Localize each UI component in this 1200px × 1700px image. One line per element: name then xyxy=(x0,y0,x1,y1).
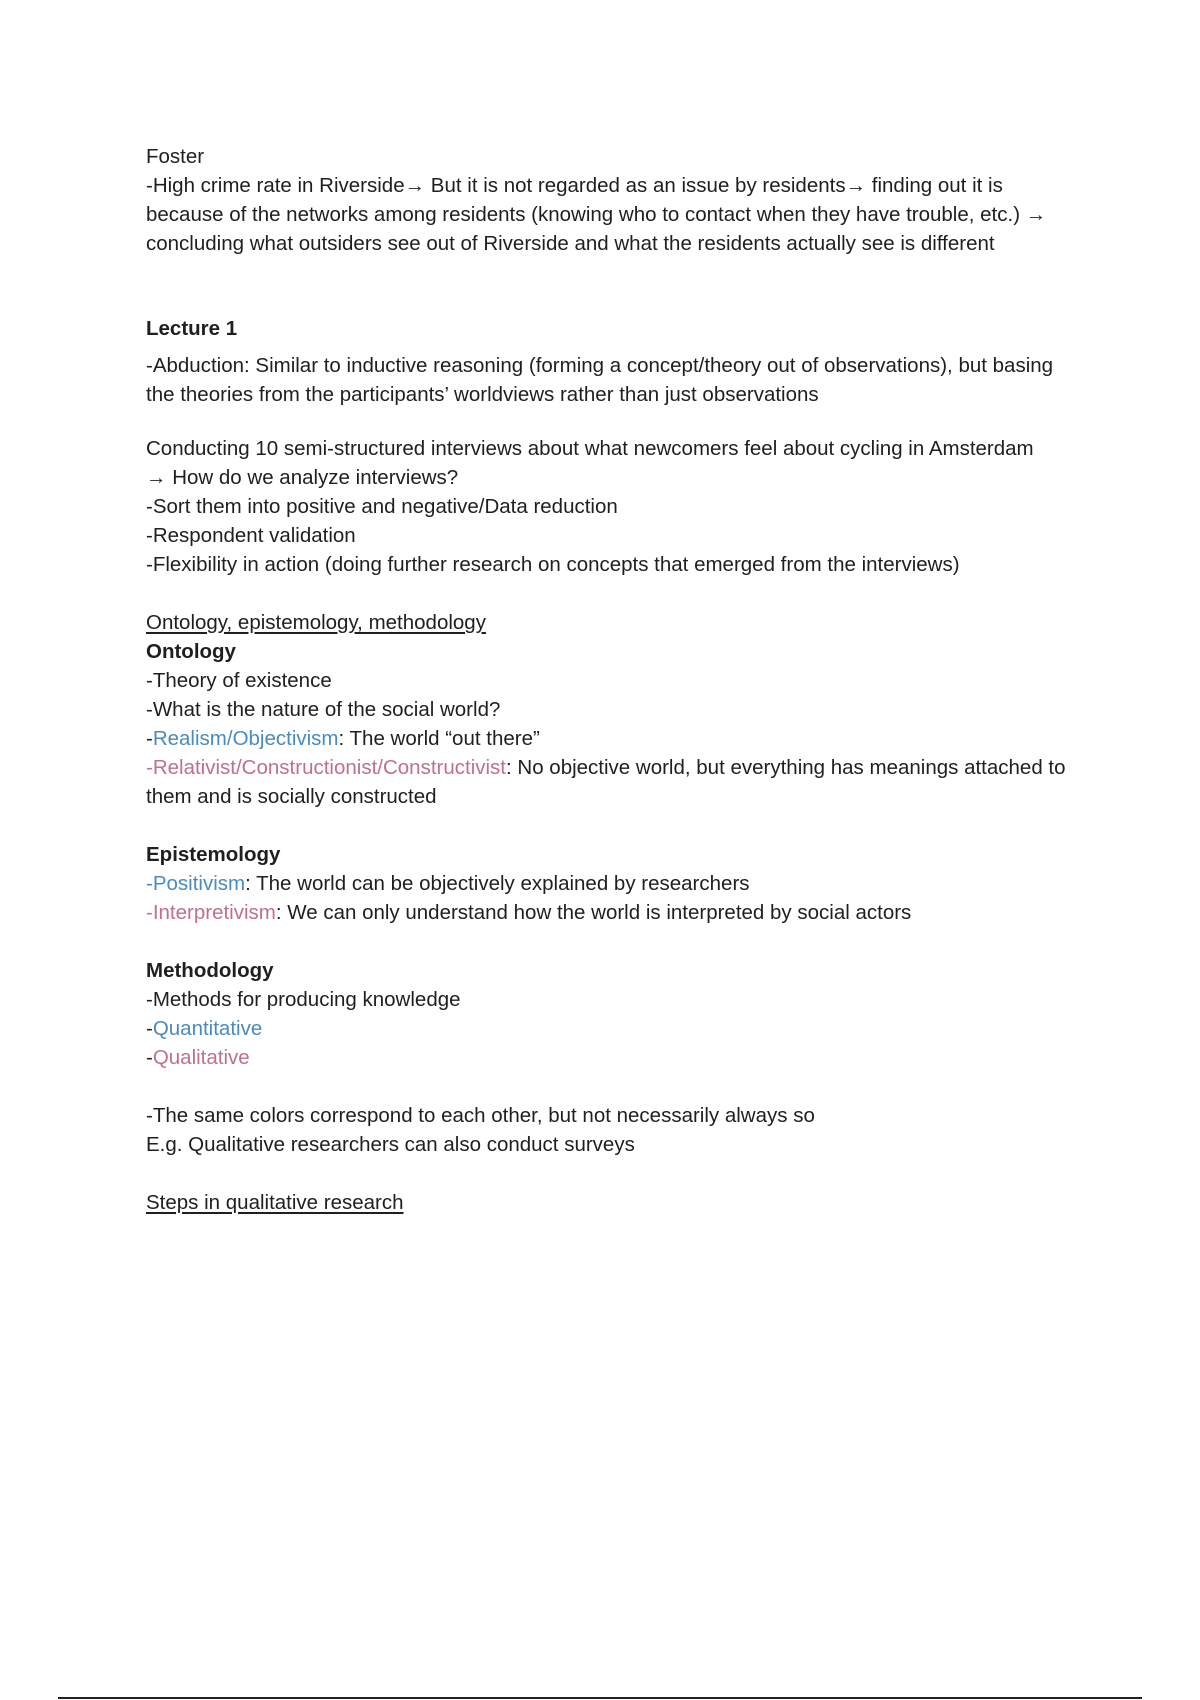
realism-term: Realism/Objectivism xyxy=(152,727,339,750)
quantitative-dash: - xyxy=(146,1017,153,1040)
qualitative-line xyxy=(146,1043,1086,1072)
ontology-line: -Theory of existence xyxy=(146,669,332,692)
interviews-question: → How do we analyze interviews? xyxy=(146,466,459,489)
colors-note: -The same colors correspond to each other, but not necessarily always so xyxy=(146,1104,815,1127)
foster-title: Foster xyxy=(146,145,205,168)
positivism-desc: : The world can be objectively explained by researchers xyxy=(245,872,750,895)
interpretivism-term: Interpretivism xyxy=(152,901,276,924)
interviews-item: -Sort them into positive and negative/Data reduction xyxy=(146,495,618,518)
interpretivism-desc: : We can only understand how the world is interpreted by social actors xyxy=(275,901,912,924)
ontology-title: Ontology xyxy=(146,640,236,663)
oem-heading: Ontology, epistemology, methodology xyxy=(146,611,486,634)
relativist-dash: - xyxy=(146,756,153,779)
relativist-line xyxy=(146,753,1086,811)
lecture-1-heading: Lecture 1 xyxy=(146,317,238,340)
realism-desc: : The world “out there” xyxy=(338,727,540,750)
quantitative-term: Quantitative xyxy=(152,1017,263,1040)
realism-dash: - xyxy=(146,727,153,750)
steps-heading: Steps in qualitative research xyxy=(146,1191,404,1214)
example-note: E.g. Qualitative researchers can also conduct surveys xyxy=(146,1133,635,1156)
interviews-item: -Respondent validation xyxy=(146,524,356,547)
realism-line xyxy=(146,724,1086,753)
relativist-term: Relativist/Constructionist/Constructivist xyxy=(152,756,506,779)
interviews-intro: Conducting 10 semi-structured interviews about what newcomers feel about cycling in Amsterdam xyxy=(146,437,1034,460)
qualitative-dash: - xyxy=(146,1046,153,1069)
bottom-rule xyxy=(58,1697,1142,1699)
positivism-line xyxy=(146,869,1086,898)
relativist-desc: : No objective world, but everything has meanings attached to them and is socially constructed xyxy=(146,756,1066,808)
ontology-line: -What is the nature of the social world? xyxy=(146,698,501,721)
positivism-term: Positivism xyxy=(152,872,246,895)
methodology-line: -Methods for producing knowledge xyxy=(146,988,461,1011)
interviews-item: -Flexibility in action (doing further research on concepts that emerged from the interviews) xyxy=(146,553,960,576)
methodology-title: Methodology xyxy=(146,959,274,982)
interpretivism-dash: - xyxy=(146,901,153,924)
document-page xyxy=(146,142,1086,1217)
abduction-paragraph: -Abduction: Similar to inductive reasoning (forming a concept/theory out of observations), but basing the theories from the participants’ worldviews rather than just observations xyxy=(146,354,1054,406)
quantitative-line xyxy=(146,1014,1086,1043)
epistemology-title: Epistemology xyxy=(146,843,281,866)
interpretivism-line xyxy=(146,898,1086,927)
qualitative-term: Qualitative xyxy=(152,1046,250,1069)
positivism-dash: - xyxy=(146,872,153,895)
foster-paragraph: -High crime rate in Riverside→ But it is not regarded as an issue by residents→ finding out it is because of the networks among residents (knowing who to contact when they have trouble, etc.) → concluding what outsiders see out of Riverside and what the residents actually see is different xyxy=(146,174,1047,255)
